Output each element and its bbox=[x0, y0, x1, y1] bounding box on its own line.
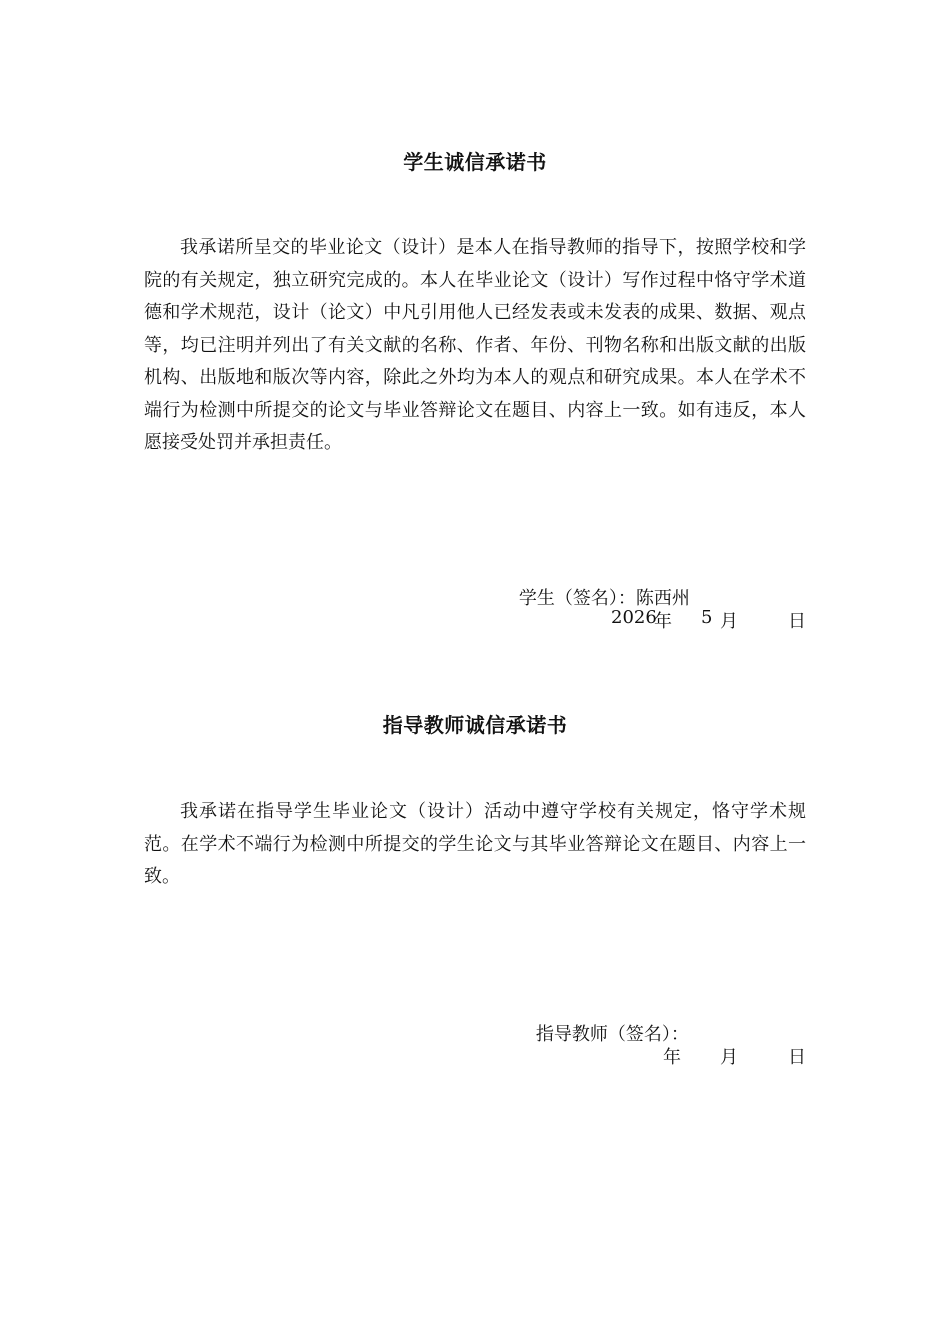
student-pledge-body: 我承诺所呈交的毕业论文（设计）是本人在指导教师的指导下，按照学校和学院的有关规定，独立研究完成的。本人在毕业论文（设计）写作过程中恪守学术道德和学术规范，设计（论文）中凡引用他人已经发表或未发表的成果、数据、观点等，均已注明并列出了有关文献的名称、作者、年份、刊物名称和出版文献的出版机构、出版地和版次等内容，除此之外均为本人的观点和研究成果。本人在学术不端行为检测中所提交的论文与毕业答辩论文在题目、内容上一致。如有违反，本人愿接受处罚并承担责任。 bbox=[144, 237, 806, 453]
student-date-year-label: 年 bbox=[654, 611, 672, 632]
advisor-date-month-label: 月 bbox=[720, 1047, 738, 1068]
advisor-date-line bbox=[0, 1043, 950, 1069]
student-signature-label: 学生（签名）： bbox=[518, 588, 636, 609]
student-date-day-label: 日 bbox=[788, 611, 806, 632]
advisor-signature-label: 指导教师（签名）： bbox=[535, 1024, 689, 1045]
advisor-date-day-label: 日 bbox=[788, 1047, 806, 1068]
student-date-month-value: 5 bbox=[701, 607, 713, 628]
student-pledge-title: 学生诚信承诺书 bbox=[403, 150, 547, 174]
advisor-date-year-label: 年 bbox=[663, 1047, 681, 1068]
advisor-pledge-body: 我承诺在指导学生毕业论文（设计）活动中遵守学校有关规定，恪守学术规范。在学术不端行为检测中所提交的学生论文与其毕业答辩论文在题目、内容上一致。 bbox=[144, 801, 806, 887]
student-date-line bbox=[0, 607, 950, 633]
student-date-year-value: 2026 bbox=[611, 607, 657, 628]
advisor-pledge-title: 指导教师诚信承诺书 bbox=[382, 713, 568, 737]
student-signature-name: 陈西州 bbox=[635, 588, 690, 609]
student-date-month-label: 月 bbox=[720, 611, 738, 632]
